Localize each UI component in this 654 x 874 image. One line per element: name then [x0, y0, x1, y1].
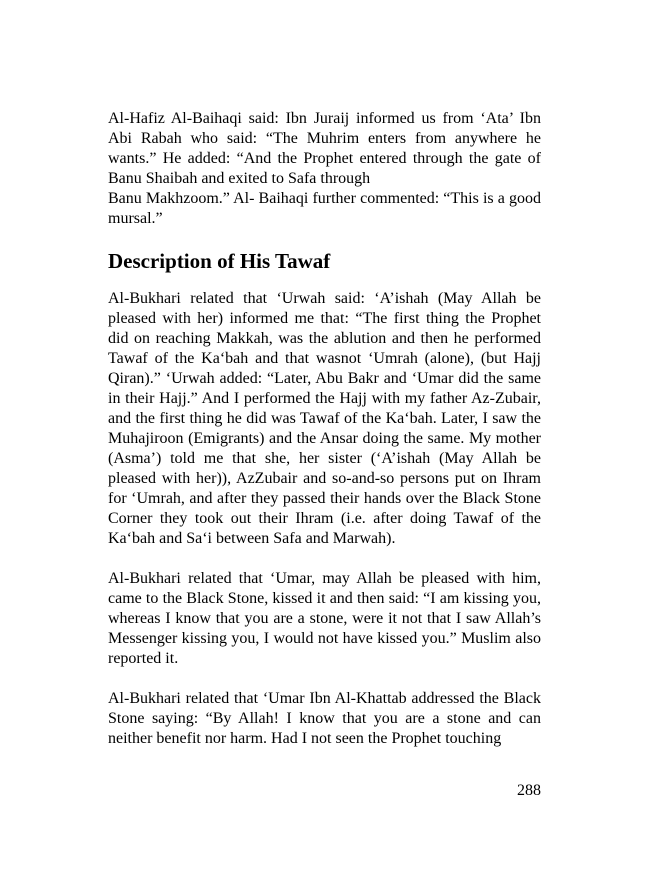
paragraph-intro: [108, 109, 541, 229]
paragraph-umar-khattab: Al-Bukhari related that ‘Umar Ibn Al-Khattab addressed the Black Stone saying: “By Allah! I know that you are a stone and can neither benefit nor harm. Had I not seen the Prophet touching: [108, 690, 541, 747]
text-block: [108, 109, 541, 769]
paragraph-intro-part2: Banu Makhzoom.” Al- Baihaqi further commented: “This is a good mursal.”: [108, 190, 541, 227]
paragraph-tawaf-urwah: Al-Bukhari related that ‘Urwah said: ‘A’ishah (May Allah be pleased with her) informed me that: “The first thing the Prophet did on reaching Makkah, was the ablution and then he performed Tawaf of the Ka‘bah and that wasnot ‘Umrah (alone), (but Hajj Qiran).” ‘Urwah added: “Later, Abu Bakr and ‘Umar did the same in their Hajj.” And I performed the Hajj with my father Az-Zubair, and the first thing he did was Tawaf of the Ka‘bah. Later, I saw the Muhajiroon (Emigrants) and the Ansar doing the same. My mother (Asma’) told me that she, her sister (‘A’ishah (May Allah be pleased with her)), AzZubair and so-and-so persons put on Ihram for ‘Umrah, and after they passed their hands over the Black Stone Corner they took out their Ihram (i.e. after doing Tawaf of the Ka‘bah and Sa‘i between Safa and Marwah).: [108, 290, 541, 547]
paragraph-umar-kiss: Al-Bukhari related that ‘Umar, may Allah be pleased with him, came to the Black Stone, kissed it and then said: “I am kissing you, whereas I know that you are a stone, were it not that I saw Allah’s Messenger kissing you, I would not have kissed you.” Muslim also reported it.: [108, 570, 541, 667]
section-heading: Description of His Tawaf: [108, 249, 331, 273]
paragraph-intro-part1: Al-Hafiz Al-Baihaqi said: Ibn Juraij informed us from ‘Ata’ Ibn Abi Rabah who said: “The Muhrim enters from anywhere he wants.” He added: “And the Prophet entered through the gate of Banu Shaibah and exited to Safa through: [108, 110, 541, 187]
page-number: 288: [517, 782, 541, 799]
